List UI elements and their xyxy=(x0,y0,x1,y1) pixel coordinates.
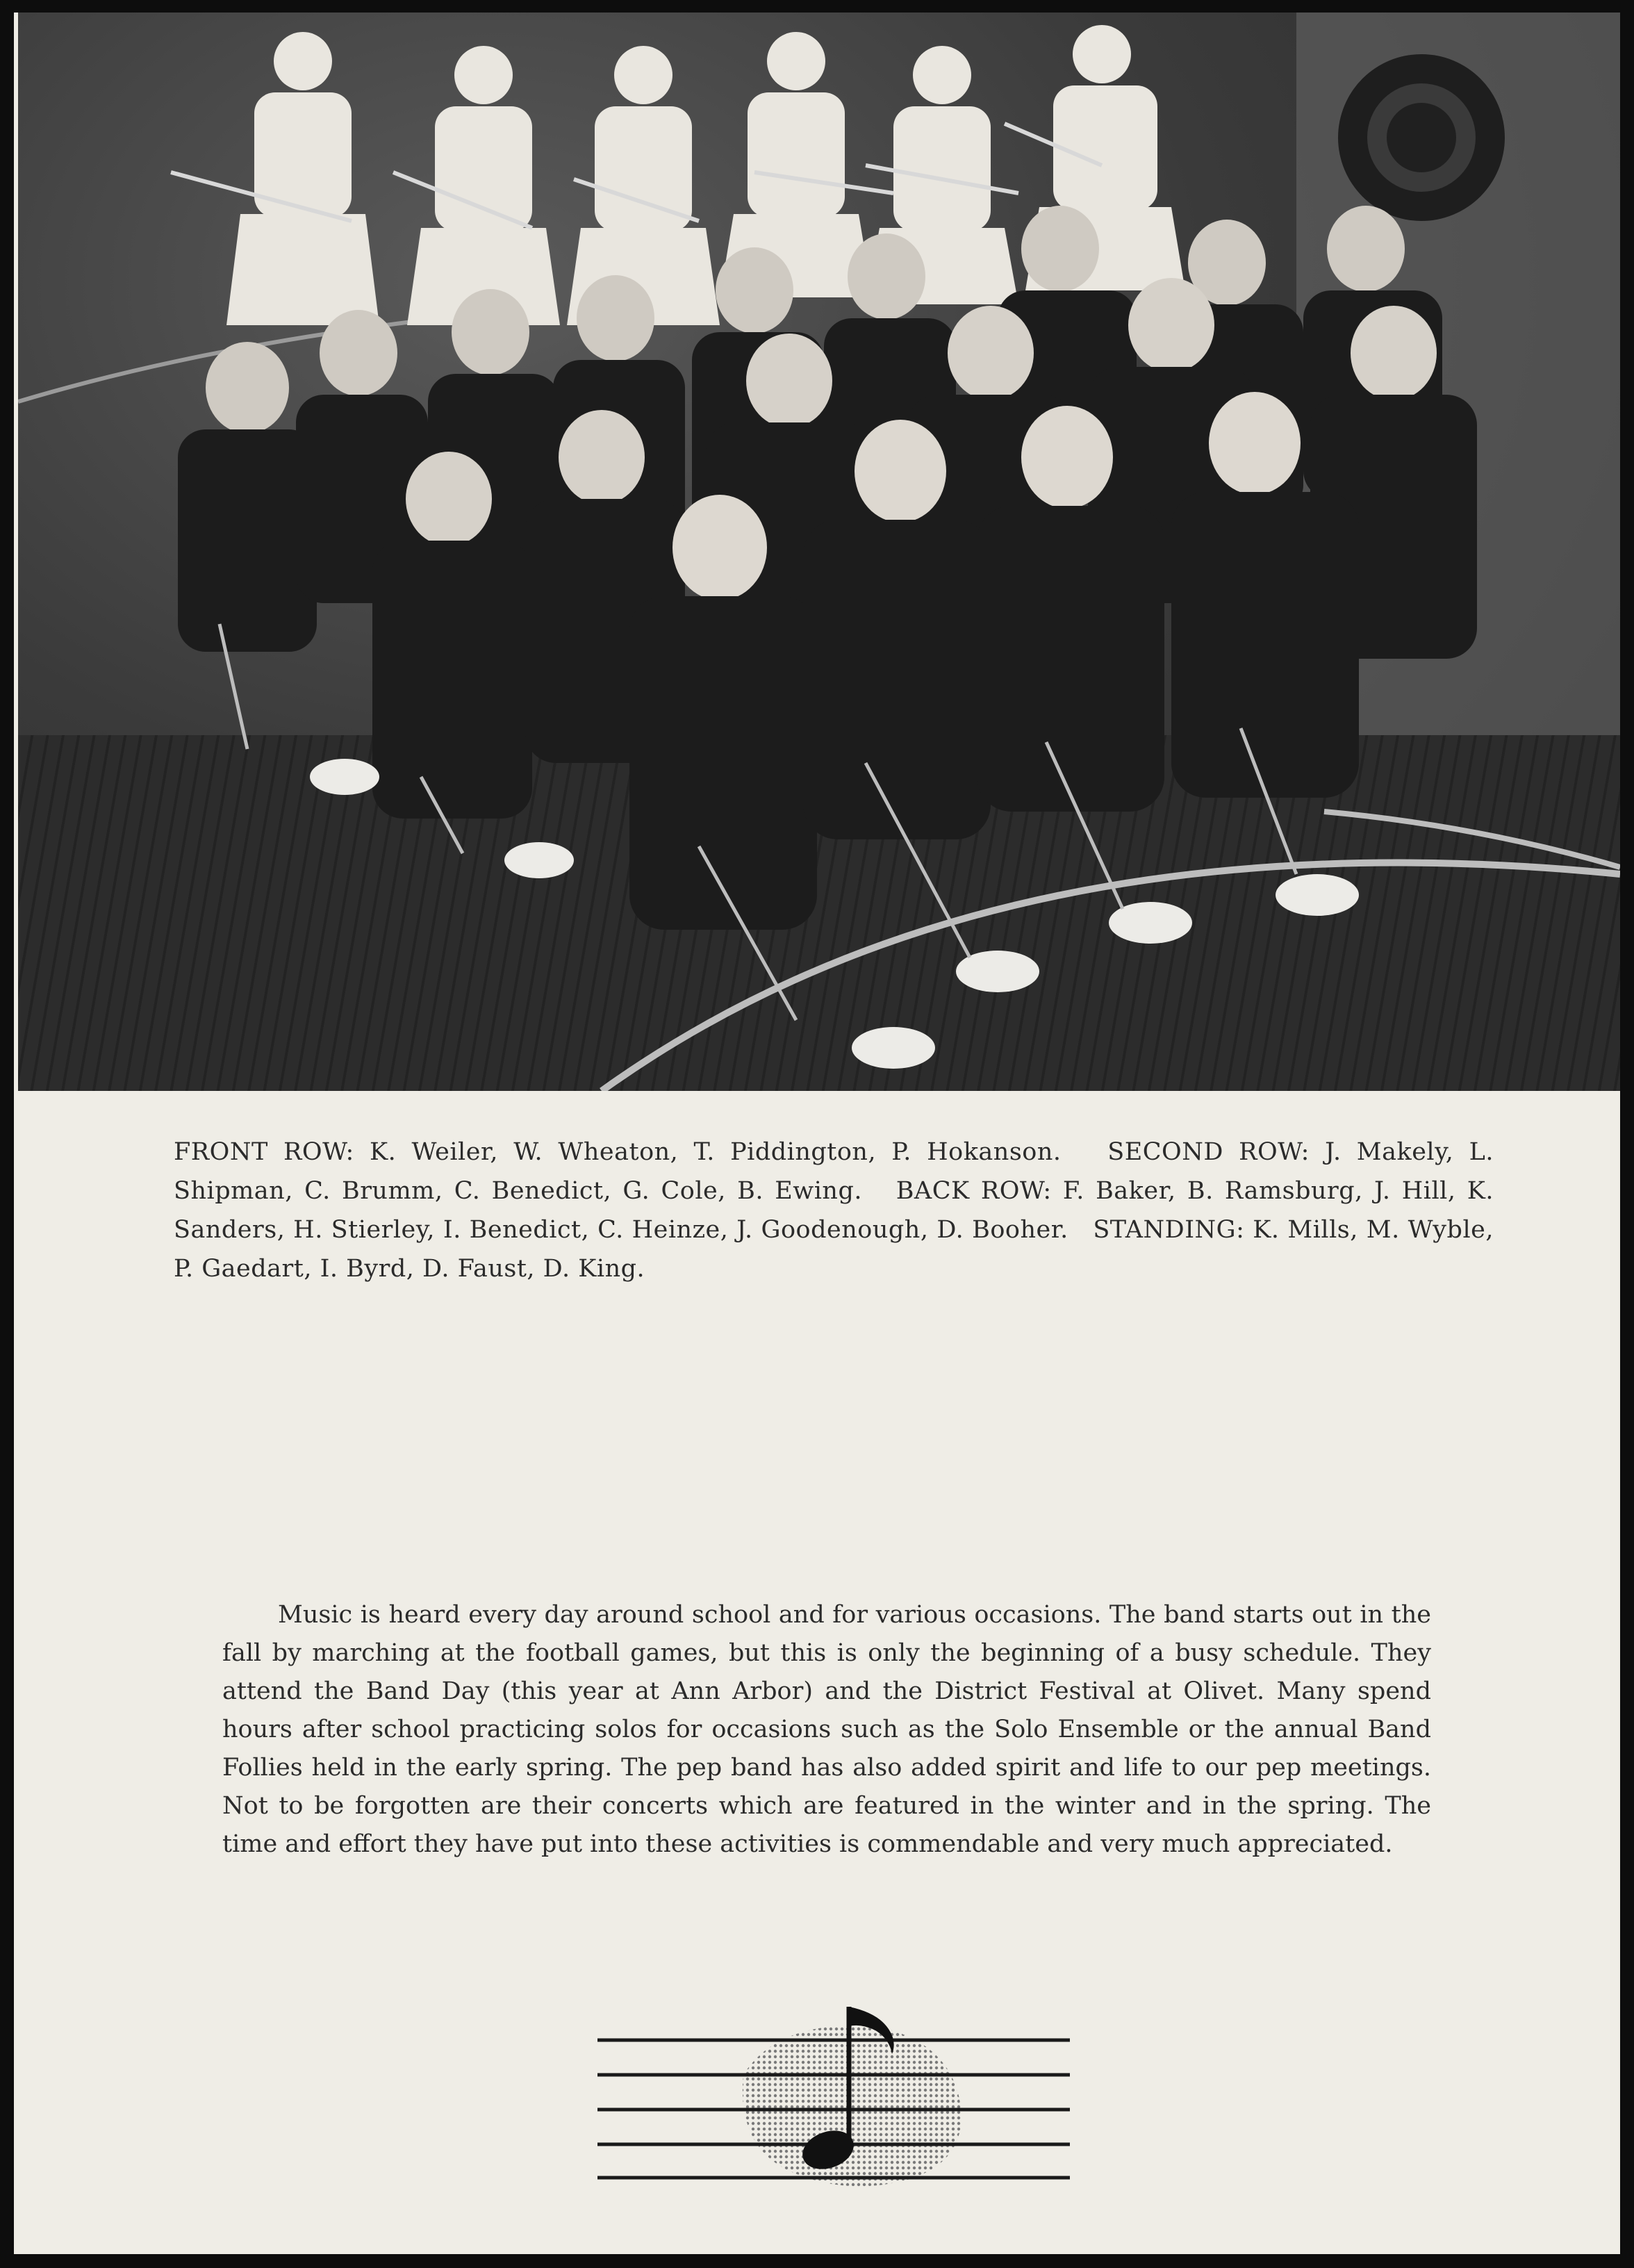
second-row-label: SECOND ROW: xyxy=(1107,1138,1310,1166)
photo-figures xyxy=(18,13,1620,1091)
back-row-names: F. Baker, B. Ramsburg, J. Hill, K. Sanders, H. Stierley, I. Benedict, C. Heinze, J. Goodenough, D. Booher. xyxy=(174,1177,1494,1244)
band-group-photo xyxy=(18,13,1620,1091)
band-description-paragraph: Music is heard every day around school and for various occasions. The band starts out in the fall by marching at the football games, but this is only the beginning of a busy schedule. They attend the Band Day (this year at Ann Arbor) and the District Festival at Olivet. Many spend hours after school practicing solos for occasions such as the Solo Ensemble or the annual Band Follies held in the early spring. The pep band has also added spirit and life to our pep meetings. Not to be forgotten are their concerts which are featured in the winter and in the spring. The time and effort they have put into these activities is commendable and very much appreciated. xyxy=(222,1601,1431,1858)
yearbook-page xyxy=(14,13,1620,2254)
photo-caption xyxy=(174,1133,1494,1288)
second-row-names: J. Makely, L. Shipman, C. Brumm, C. Benedict, G. Cole, B. Ewing. xyxy=(174,1138,1494,1205)
back-row-label: BACK ROW: xyxy=(896,1177,1052,1205)
standing-names: K. Mills, M. Wyble, P. Gaedart, I. Byrd, D. Faust, D. King. xyxy=(174,1216,1494,1283)
front-row-label: FRONT ROW: xyxy=(174,1138,354,1166)
front-row-names: K. Weiler, W. Wheaton, T. Piddington, P. Hokanson. xyxy=(370,1138,1062,1166)
standing-label: STANDING: xyxy=(1093,1216,1245,1244)
eighth-note-on-staff-icon xyxy=(584,1998,1084,2193)
